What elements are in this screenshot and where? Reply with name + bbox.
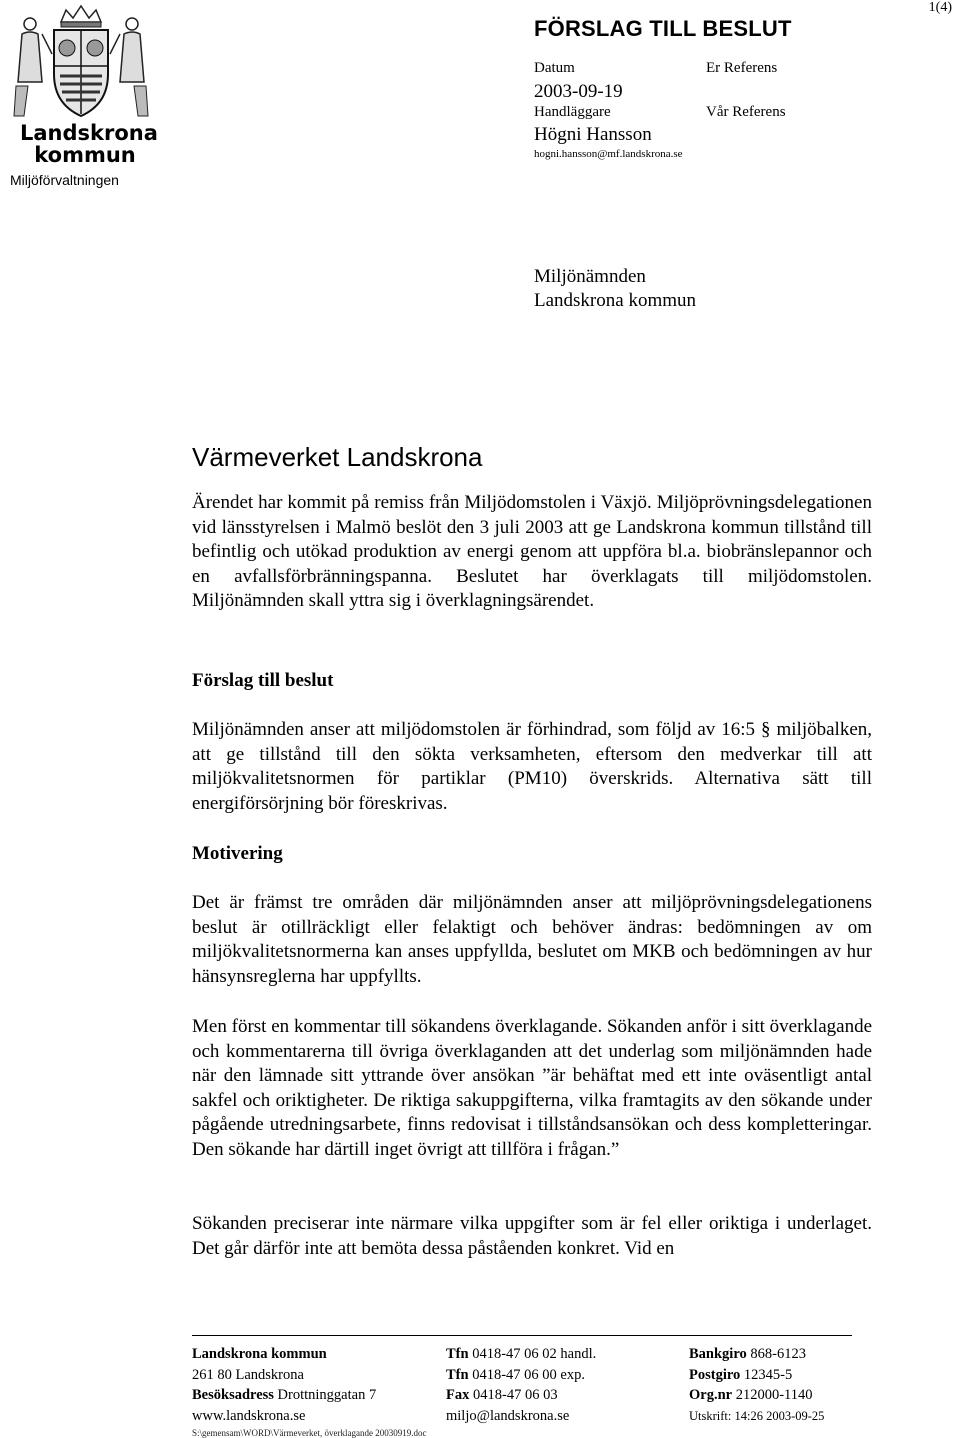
footer-orgnr-label: Org.nr [689,1387,733,1403]
footer-column-finance [689,1344,824,1426]
logo-wordmark [20,121,158,167]
footer-postgiro-label: Postgiro [689,1366,741,1383]
logo-line-1: Landskrona [20,121,158,145]
footer-orgnr-value: 212000-1140 [735,1387,813,1403]
footer-phone-exp: 0418-47 06 00 exp. [472,1366,585,1383]
subject-heading: Värmeverket Landskrona [192,442,483,472]
footer-tfn-label-1: Tfn [446,1346,469,1362]
footer-column-contact [446,1344,596,1426]
handlaggare-value: Högni Hansson [534,124,652,145]
footer-website-link[interactable]: www.landskrona.se [192,1407,306,1424]
footer-divider [192,1335,852,1336]
section-heading-forslag: Förslag till beslut [192,670,334,691]
datum-label: Datum [534,60,575,76]
handlaggare-label: Handläggare [534,104,611,120]
footer-bankgiro-label: Bankgiro [689,1346,747,1362]
footer-fax-label: Fax [446,1387,470,1403]
var-referens-label: Vår Referens [706,104,786,120]
recipient-line-1: Miljönämnden [534,266,646,287]
footer-file-path: S:\gemensam\WORD\Värmeverket, överklagande 20030919.doc [192,1428,427,1438]
footer-postal-address: 261 80 Landskrona [192,1366,304,1383]
landskrona-coat-of-arms-icon [8,4,154,122]
document-title: FÖRSLAG TILL BESLUT [534,16,792,41]
department-name: Miljöförvaltningen [10,172,119,188]
motivering-paragraph-2: Men först en kommentar till sökandens överklagande. Sökanden anför i sitt överklagande och kommentarerna till övriga överklaganden att det underlag som miljönämnden hade när den lämnade sitt yttrande över ansökan ”är behäftat med ett inte oväsentligt antal sakfel och oriktigheter. De riktiga sakuppgifterna, vilka framtagits av den sökande under pågående utredningsarbete, finns redovisat i tillståndsansökan och dess kompletteringar. Den sökande har därtill inget övrigt att tillföra i frågan.” [192,1016,872,1160]
footer-postgiro-value: 12345-5 [743,1366,793,1383]
handlaggare-email: hogni.hansson@mf.landskrona.se [534,148,683,160]
logo-line-2: kommun [34,143,136,167]
datum-value: 2003-09-19 [534,81,623,102]
footer-print-timestamp: Utskrift: 14:26 2003-09-25 [689,1408,825,1423]
footer-visit-address: Drottninggatan 7 [277,1387,377,1403]
recipient-line-2: Landskrona kommun [534,290,697,311]
footer-bankgiro-value: 868-6123 [750,1346,806,1362]
footer-org-name: Landskrona kommun [192,1346,327,1362]
er-referens-label: Er Referens [706,60,778,76]
page-number: 1(4) [928,0,952,15]
footer-tfn-label-2: Tfn [446,1366,469,1383]
motivering-paragraph-1: Det är främst tre områden där miljönämnden anser att miljöprövningsdelegationens beslut är otillräckligt eller felaktigt och behöver ändras: bedömningen av om miljökvalitetsnormerna kan anses uppfyllda, beslutet om MKB och bedömningen av hur hänsynsreglerna har uppfyllts. [192,892,872,987]
footer-phone-handl: 0418-47 06 02 handl. [472,1346,597,1362]
intro-paragraph: Ärendet har kommit på remiss från Miljödomstolen i Växjö. Miljöprövningsdelegationen vid länsstyrelsen i Malmö beslöt den 3 juli 2003 att ge Landskrona kommun tillstånd till befintlig och utökad produktion av energi genom att uppföra bl.a. biobränslepannor och en avfallsförbränningspanna. Beslutet har överklagats till miljödomstolen. Miljönämnden skall yttra sig i överklagningsärendet. [192,492,872,611]
forslag-paragraph: Miljönämnden anser att miljödomstolen är förhindrad, som följd av 16:5 § miljöbalken, att ge tillstånd till den sökta verksamheten, eftersom den medverkar till att miljökvalitetsnormen för partiklar (PM10) överskrids. Alternativa sätt till energiförsörjning bör föreskrivas. [192,719,872,814]
recipient-block [534,265,696,313]
section-heading-motivering: Motivering [192,843,283,864]
footer-column-address [192,1344,376,1426]
org-logo [8,4,158,194]
footer-email-link[interactable]: miljo@landskrona.se [446,1407,570,1424]
footer-fax-number: 0418-47 06 03 [472,1387,558,1403]
footer-visit-label: Besöksadress [192,1387,274,1403]
motivering-paragraph-3: Sökanden preciserar inte närmare vilka uppgifter som är fel eller oriktiga i underlaget. Det går därför inte att bemöta dessa påståenden konkret. Vid en [192,1213,872,1259]
